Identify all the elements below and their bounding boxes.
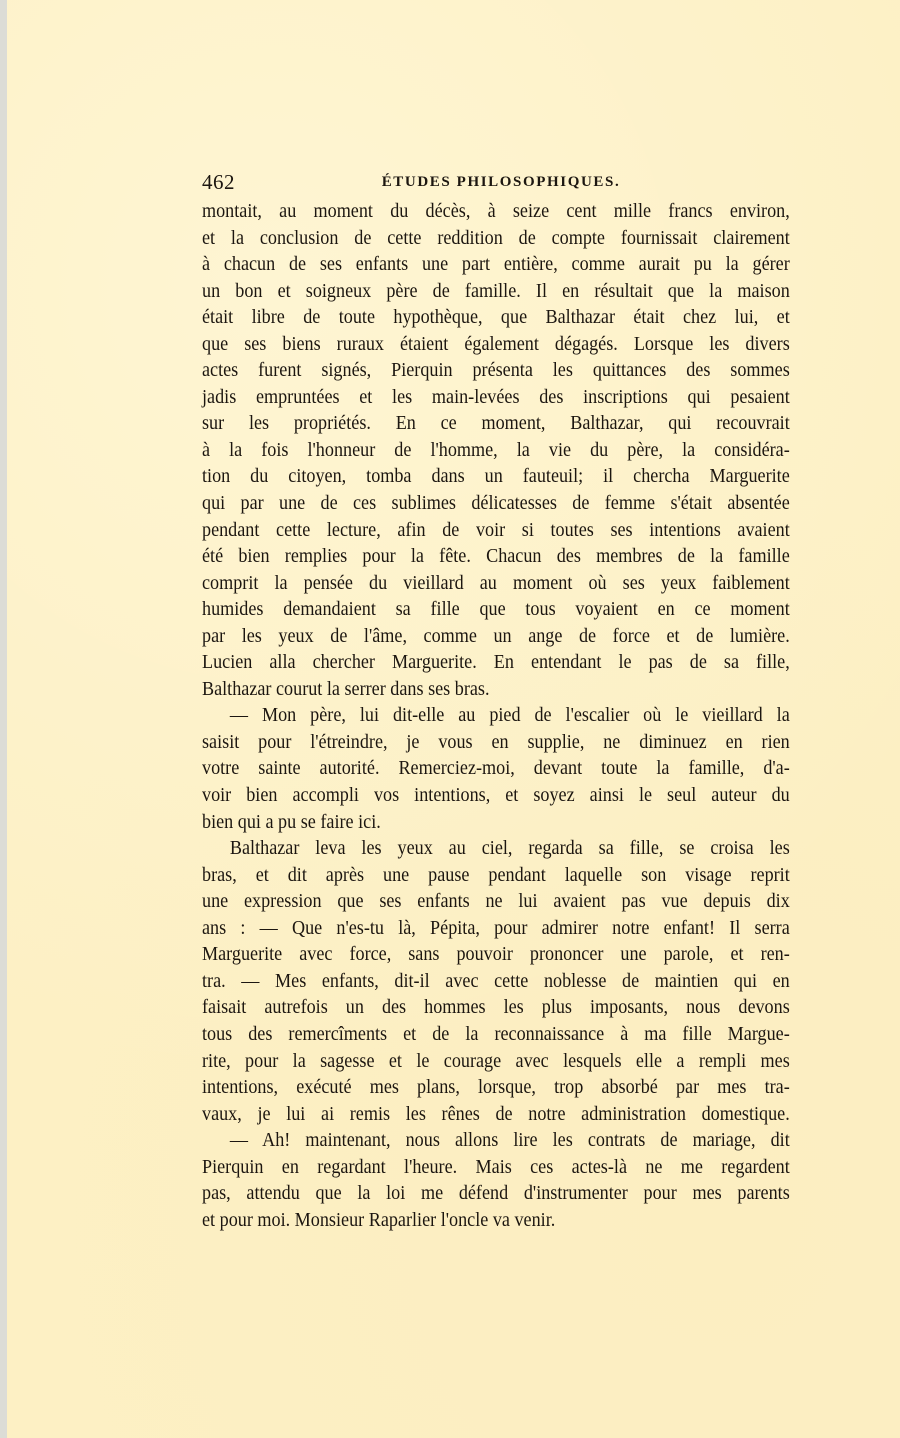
text-line: ans : — Que n'es-tu là, Pépita, pour admirer notre enfant! Il serra xyxy=(202,917,790,939)
text-line: faisait autrefois un des hommes les plus imposants, nous devons xyxy=(202,997,790,1019)
text-line: à la fois l'honneur de l'homme, la vie du père, la considéra- xyxy=(202,439,790,461)
text-line: bien qui a pu se faire ici. xyxy=(202,811,381,833)
text-line: été bien remplies pour la fête. Chacun des membres de la famille xyxy=(202,546,790,568)
text-line: que ses biens ruraux étaient également dégagés. Lorsque les divers xyxy=(202,333,790,355)
text-line: saisit pour l'étreindre, je vous en supplie, ne diminuez en rien xyxy=(202,731,790,753)
text-line: intentions, exécuté mes plans, lorsque, trop absorbé par mes tra- xyxy=(202,1077,790,1099)
running-title: ÉTUDES PHILOSOPHIQUES. xyxy=(381,174,621,190)
page-number: 462 xyxy=(202,170,235,194)
text-line: Lucien alla chercher Marguerite. En entendant le pas de sa fille, xyxy=(202,652,790,674)
text-line: tous des remercîments et de la reconnaissance à ma fille Margue- xyxy=(202,1023,790,1045)
text-line: et la conclusion de cette reddition de compte fournissait clairement xyxy=(202,227,790,249)
text-line: humides demandaient sa fille que tous voyaient en ce moment xyxy=(202,599,790,621)
text-line: votre sainte autorité. Remerciez-moi, devant toute la famille, d'a- xyxy=(202,758,790,780)
text-line: et pour moi. Monsieur Raparlier l'oncle va venir. xyxy=(202,1209,556,1231)
text-line: vaux, je lui ai remis les rênes de notre administration domestique. xyxy=(202,1103,790,1125)
text-line: pendant cette lecture, afin de voir si toutes ses intentions avaient xyxy=(202,519,790,541)
text-line: Marguerite avec force, sans pouvoir prononcer une parole, et ren- xyxy=(202,944,790,966)
text-line: montait, au moment du décès, à seize cent mille francs environ, xyxy=(202,201,790,222)
text-line: — Mon père, lui dit-elle au pied de l'escalier où le vieillard la xyxy=(229,705,790,727)
text-line: voir bien accompli vos intentions, et soyez ainsi le seul auteur du xyxy=(202,785,790,807)
text-line: Balthazar leva les yeux au ciel, regarda sa fille, se croisa les xyxy=(229,838,790,860)
text-line: une expression que ses enfants ne lui avaient pas vue depuis dix xyxy=(202,891,790,913)
text-line: rite, pour la sagesse et le courage avec lesquels elle a rempli mes xyxy=(202,1050,790,1072)
text-line: — Ah! maintenant, nous allons lire les contrats de mariage, dit xyxy=(229,1130,790,1152)
running-head xyxy=(202,168,790,196)
text-line: par les yeux de l'âme, comme un ange de force et de lumière. xyxy=(202,625,790,647)
text-line: pas, attendu que la loi me défend d'instrumenter pour mes parents xyxy=(202,1183,790,1205)
text-line: jadis empruntées et les main-levées des inscriptions qui pesaient xyxy=(202,386,790,408)
text-line: tra. — Mes enfants, dit-il avec cette noblesse de maintien qui en xyxy=(202,970,790,992)
text-line: un bon et soigneux père de famille. Il en résultait que la maison xyxy=(202,280,790,302)
text-line: tion du citoyen, tomba dans un fauteuil; il chercha Marguerite xyxy=(202,466,790,488)
text-line: était libre de toute hypothèque, que Balthazar était chez lui, et xyxy=(202,307,790,329)
text-line: sur les propriétés. En ce moment, Balthazar, qui recouvrait xyxy=(202,413,790,435)
scan-edge xyxy=(0,0,7,1438)
text-line: Pierquin en regardant l'heure. Mais ces actes-là ne me regardent xyxy=(202,1156,790,1178)
body-text xyxy=(202,199,790,1234)
text-line: à chacun de ses enfants une part entière, comme aurait pu la gérer xyxy=(202,254,790,276)
text-line: bras, et dit après une pause pendant laquelle son visage reprit xyxy=(202,864,790,886)
text-line: qui par une de ces sublimes délicatesses de femme s'était absentée xyxy=(202,493,790,515)
text-line: Balthazar courut la serrer dans ses bras. xyxy=(202,678,490,700)
text-line: actes furent signés, Pierquin présenta les quittances des sommes xyxy=(202,360,790,382)
text-line: comprit la pensée du vieillard au moment où ses yeux faiblement xyxy=(202,572,790,594)
